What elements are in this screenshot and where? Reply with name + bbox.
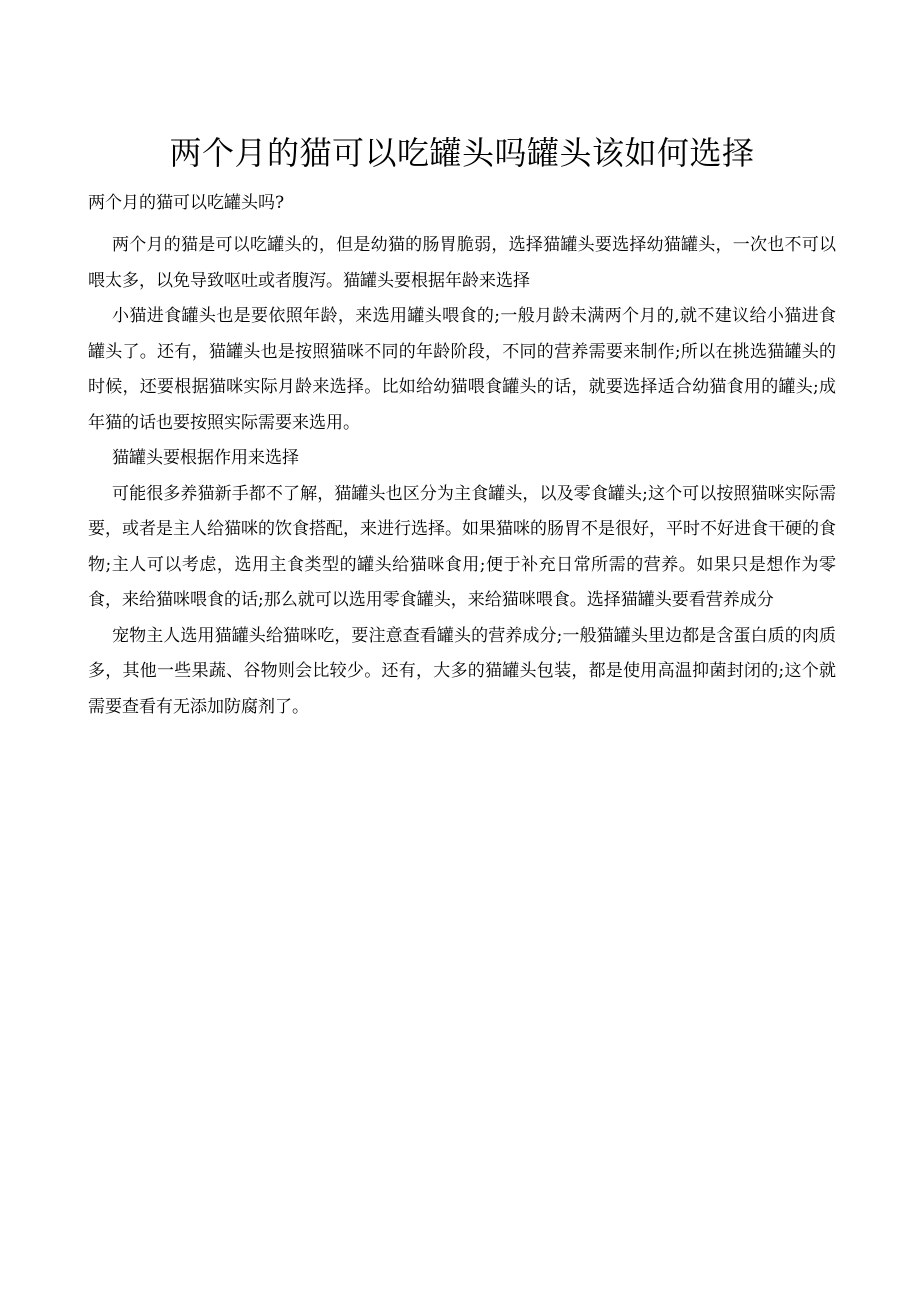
paragraph-age-intro: 两个月的猫是可以吃罐头的，但是幼猫的肠胃脆弱，选择猫罐头要选择幼猫罐头，一次也不可以喂太多，以免导致呕吐或者腹泻。猫罐头要根据年龄来选择 <box>88 235 836 291</box>
section-heading-purpose: 猫罐头要根据作用来选择 <box>112 448 299 468</box>
paragraph-nutrition: 宠物主人选用猫罐头给猫咪吃，要注意查看罐头的营养成分;一般猫罐头里边都是含蛋白质的肉质多，其他一些果蔬、谷物则会比较少。还有，大多的猫罐头包装，都是使用高温抑菌封闭的;这个就需要查看有无添加防腐剂了。 <box>88 625 836 717</box>
lead-question: 两个月的猫可以吃罐头吗? <box>88 193 285 213</box>
document-title: 两个月的猫可以吃罐头吗罐头该如何选择 <box>169 134 755 172</box>
paragraph-purpose: 可能很多养猫新手都不了解，猫罐头也区分为主食罐头，以及零食罐头;这个可以按照猫咪实际需要，或者是主人给猫咪的饮食搭配，来进行选择。如果猫咪的肠胃不是很好，平时不好进食干硬的食物;主人可以考虑，选用主食类型的罐头给猫咪食用;便于补充日常所需的营养。如果只是想作为零食，来给猫咪喂食的话;那么就可以选用零食罐头，来给猫咪喂食。选择猫罐头要看营养成分 <box>88 483 837 610</box>
document-page <box>88 130 836 725</box>
paragraph-age-detail: 小猫进食罐头也是要依照年龄，来选用罐头喂食的;一般月龄未满两个月的,就不建议给小猫进食罐头了。还有，猫罐头也是按照猫咪不同的年龄阶段，不同的营养需要来制作;所以在挑选猫罐头的时候，还要根据猫咪实际月龄来选择。比如给幼猫喂食罐头的话，就要选择适合幼猫食用的罐头;成年猫的话也要按照实际需要来选用。 <box>88 306 836 433</box>
